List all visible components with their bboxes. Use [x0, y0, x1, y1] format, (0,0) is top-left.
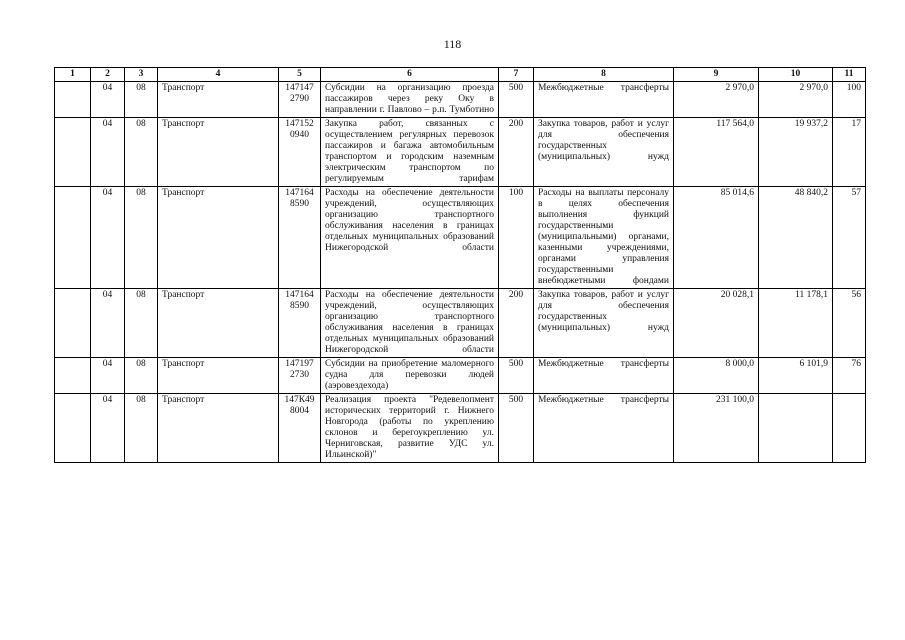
cell-index — [55, 82, 91, 118]
cell-index — [55, 187, 91, 289]
cell-target-code: 147197 2730 — [279, 358, 321, 394]
cell-section: 04 — [91, 118, 125, 187]
table-row — [55, 187, 866, 289]
cell-planned-amount: 8 000,0 — [674, 358, 759, 394]
cell-section-name: Транспорт — [158, 394, 279, 463]
cell-index — [55, 394, 91, 463]
cell-planned-amount: 231 100,0 — [674, 394, 759, 463]
column-header: 4 — [158, 68, 279, 82]
cell-expense-description: Реализация проекта "Редевелопмент исторических территорий г. Нижнего Новгорода (работы по укреплению склонов и берегоукреплению ул. Черниговская, развитие УДС ул. Ильинской)" — [321, 394, 499, 463]
cell-section: 04 — [91, 394, 125, 463]
cell-expense-type-name: Закупка товаров, работ и услуг для обеспечения государственных (муниципальных) нужд — [534, 118, 674, 187]
cell-planned-amount: 117 564,0 — [674, 118, 759, 187]
column-header: 7 — [499, 68, 534, 82]
cell-percent: 57 — [833, 187, 866, 289]
table-row — [55, 82, 866, 118]
table-row — [55, 118, 866, 187]
cell-subsection: 08 — [125, 187, 158, 289]
cell-planned-amount: 20 028,1 — [674, 289, 759, 358]
cell-section: 04 — [91, 289, 125, 358]
cell-expense-description: Расходы на обеспечение деятельности учреждений, осуществляющих организацию транспортного обслуживания населения в границах отдельных муниципальных образований Нижегородской области — [321, 187, 499, 289]
budget-table — [54, 67, 866, 463]
cell-expense-type-name: Межбюджетные трансферты — [534, 82, 674, 118]
table-row — [55, 358, 866, 394]
cell-index — [55, 118, 91, 187]
cell-target-code: 147152 0940 — [279, 118, 321, 187]
cell-section-name: Транспорт — [158, 358, 279, 394]
cell-index — [55, 358, 91, 394]
cell-planned-amount: 85 014,6 — [674, 187, 759, 289]
cell-subsection: 08 — [125, 289, 158, 358]
cell-section: 04 — [91, 187, 125, 289]
cell-subsection: 08 — [125, 394, 158, 463]
cell-section-name: Транспорт — [158, 118, 279, 187]
column-header: 2 — [91, 68, 125, 82]
cell-percent: 17 — [833, 118, 866, 187]
column-header: 9 — [674, 68, 759, 82]
cell-executed-amount: 11 178,1 — [759, 289, 833, 358]
cell-executed-amount: 19 937,2 — [759, 118, 833, 187]
cell-section-name: Транспорт — [158, 187, 279, 289]
cell-section: 04 — [91, 82, 125, 118]
table-row — [55, 394, 866, 463]
column-header: 1 — [55, 68, 91, 82]
column-header: 10 — [759, 68, 833, 82]
cell-subsection: 08 — [125, 358, 158, 394]
table-row — [55, 289, 866, 358]
column-header: 5 — [279, 68, 321, 82]
cell-section: 04 — [91, 358, 125, 394]
cell-percent — [833, 394, 866, 463]
cell-expense-type-code: 200 — [499, 118, 534, 187]
cell-percent: 100 — [833, 82, 866, 118]
column-header: 3 — [125, 68, 158, 82]
cell-section-name: Транспорт — [158, 82, 279, 118]
cell-expense-description: Субсидии на приобретение маломерного судна для перевозки людей (аэровездехода) — [321, 358, 499, 394]
cell-expense-type-code: 200 — [499, 289, 534, 358]
cell-percent: 56 — [833, 289, 866, 358]
column-header: 6 — [321, 68, 499, 82]
cell-percent: 76 — [833, 358, 866, 394]
cell-subsection: 08 — [125, 82, 158, 118]
cell-target-code: 147К49 8004 — [279, 394, 321, 463]
cell-expense-type-code: 100 — [499, 187, 534, 289]
cell-section-name: Транспорт — [158, 289, 279, 358]
cell-target-code: 147164 8590 — [279, 187, 321, 289]
cell-expense-type-code: 500 — [499, 394, 534, 463]
cell-target-code: 147147 2790 — [279, 82, 321, 118]
cell-expense-description: Закупка работ, связанных с осуществлением регулярных перевозок пассажиров и багажа автомобильным транспортом и городским наземным электрическим транспортом по регулируемым тарифам — [321, 118, 499, 187]
cell-index — [55, 289, 91, 358]
cell-planned-amount: 2 970,0 — [674, 82, 759, 118]
column-header: 11 — [833, 68, 866, 82]
cell-expense-type-code: 500 — [499, 358, 534, 394]
cell-expense-type-name: Закупка товаров, работ и услуг для обеспечения государственных (муниципальных) нужд — [534, 289, 674, 358]
cell-expense-type-code: 500 — [499, 82, 534, 118]
cell-executed-amount: 6 101,9 — [759, 358, 833, 394]
page-number: 118 — [443, 37, 462, 51]
cell-expense-description: Субсидии на организацию проезда пассажиров через реку Оку в направлении г. Павлово – р.п. Тумботино — [321, 82, 499, 118]
header-row — [55, 68, 866, 82]
cell-expense-description: Расходы на обеспечение деятельности учреждений, осуществляющих организацию транспортного обслуживания населения в границах отдельных муниципальных образований Нижегородской области — [321, 289, 499, 358]
column-header: 8 — [534, 68, 674, 82]
cell-expense-type-name: Расходы на выплаты персоналу в целях обеспечения выполнения функций государственными (муниципальными) органами, казенными учреждениями, органами управления государственными внебюджетными фондами — [534, 187, 674, 289]
cell-expense-type-name: Межбюджетные трансферты — [534, 394, 674, 463]
cell-target-code: 147164 8590 — [279, 289, 321, 358]
cell-executed-amount: 48 840,2 — [759, 187, 833, 289]
cell-executed-amount: 2 970,0 — [759, 82, 833, 118]
cell-executed-amount — [759, 394, 833, 463]
cell-expense-type-name: Межбюджетные трансферты — [534, 358, 674, 394]
cell-subsection: 08 — [125, 118, 158, 187]
